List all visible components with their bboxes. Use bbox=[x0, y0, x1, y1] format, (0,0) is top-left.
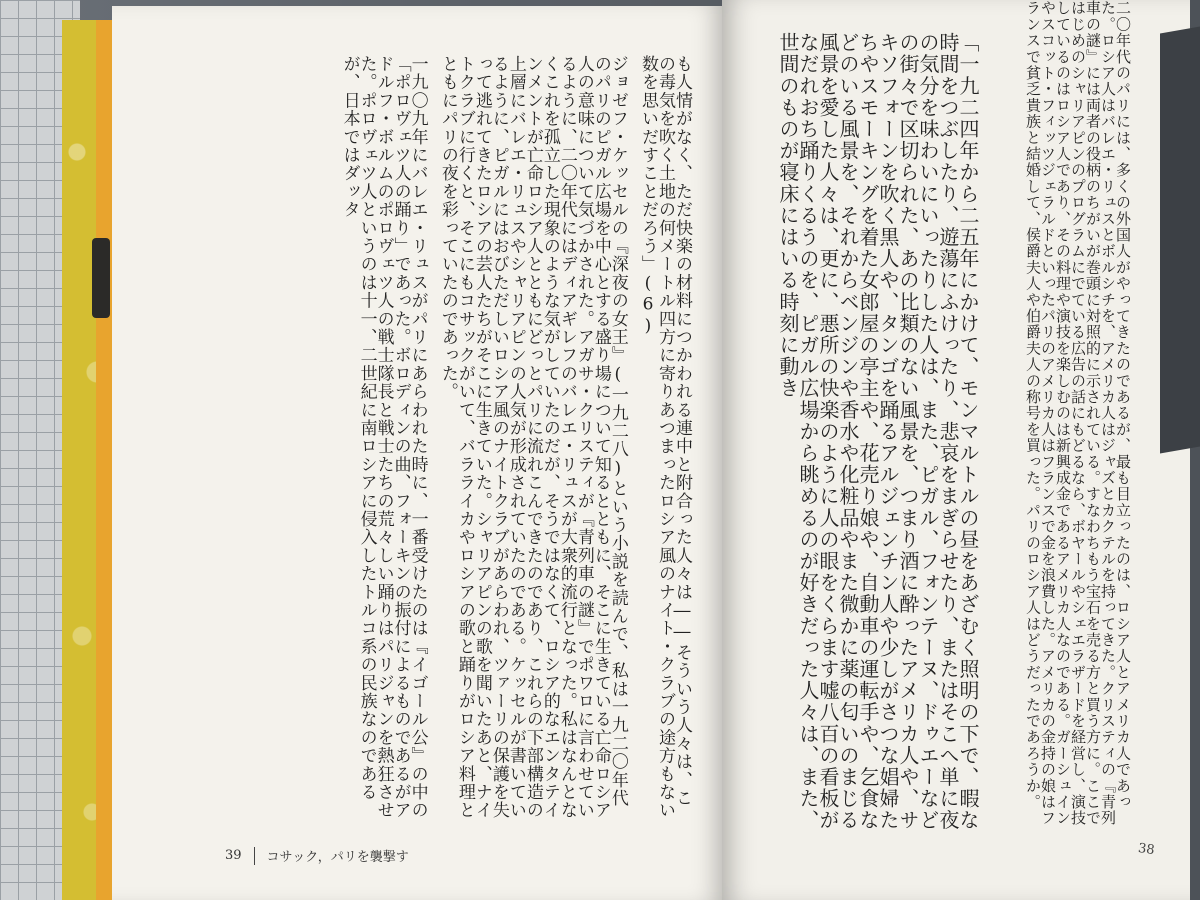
right-page-small-text bbox=[980, 0, 1130, 840]
right-page-shadow bbox=[1160, 26, 1200, 453]
left-page-footer bbox=[225, 846, 409, 865]
left-paragraph: も人情がなく、ただ快楽の材料につかわれる連中と附合った人々は――そういう人々は、この毒気を吹く土地の何メートル四方に寄りあつまったロシア風のナイト・クラブの途方もない数を思いだすことだろう」(6) bbox=[638, 55, 692, 820]
bookmark-tab bbox=[92, 238, 110, 318]
left-paragraph: 一九〇九年にバレエ・リュスがパリにあらわれた時に、一番受けたのは『イゴール公』の中の「ポロヴェツ人の踊り」であった。ボロディンの曲、フォーキンの振付によるものであるがアドルフ・ボルムのポロヴェツ人の戦士隊長と戦士たちの荒々しい踊りはパリジャンを熱狂させた。ポロヴェツ人というのは十一、二世紀に南ロシアに侵入したトルコ系の民族なのであるが、日本ではダッタ bbox=[339, 55, 428, 820]
right-big-paragraph: 「一九二四年から二五年にかけて、モンマルトルの昼をあざむく照明の下で、暇な時間をつぶしたり、遊蕩にふけったり、悲哀をまぎらせたり、またはそこへ単に夜の気分を味わいにいったりした人は、また、ピガル、フォンテーヌ、ドゥエーなどの街々で区切られた、あの比類のない風景を、つまり酒に酔ったアメリカ人や、サキソフォーンを吹く黒人や、タンゴを踊るアルジェンチン人や少しがさつな娼婦たちやスモーキングを着た女郎屋の亭主や、花売り娘や、自動車の運転手や、乞食などのいる風景を、それからベンジンや香水や化粧品やまた微かに薬の匂いのまじる風景を愛した人々は、更に、悪所の快楽のように人の眼をくらます嘘八百の看板がなだれおち踊りくるうのを、ピガル広場から眺めるのが好きだった人々は、また、世間のものが寝床にはいる時刻に動き bbox=[776, 32, 980, 832]
running-title: コサック，パリを襲撃す bbox=[266, 850, 409, 865]
footer-divider bbox=[254, 847, 255, 865]
right-page-number: 38 bbox=[1137, 840, 1156, 859]
left-paragraph: ジョゼフ・ケッセルの『深夜の女王』(一九二八)という小説を読んで、私は一九二〇年代のパリのピガル広場を中心とする盛り場について知るとともに、そこに生きている亡命ロシア人の意味について気づかされた。アガサ・クリスティが『青列車の謎』でポワロに言わせているように、二〇年代にはディアギレフのバレエ・リュスが大衆的流行となった。私はなんとなくこれを孤立した現象のような気がしていたのだが、そうではなくて、ロシア的なエンタテインメントが亡命ロシア人とともにどっとパリに流れこんできたのであり、これらの下部構造の上層にバレエ・リュスやシャリアピンの人気が形成されていたのである。ケッセルが書いているように、ピガルにはおびただしいロシア風のナイトクラブがあらわれ、ツァーリの保護を失って逃れてきたロシアの芸人たちがそこに生きていた。シャリアピンの歌を聞いたあと、ナイトクラブに行くと、そこにもコサックがいて、バラライカやロシアの歌と踊りがロシア料理とともにパリの夜を彩っていたのであった。 bbox=[437, 55, 628, 820]
right-small-paragraph: 二〇年代のパリには、多くの外国人がやってきたのであるが、最も目立ったのは、ロシア人とアメリカ人であった。ロシア人はバレエ・リュスとボルシチを、アメリカ人はジャズとカクテルを持ってきた。クリスティの『青列車の謎』には両者の役柄のちがいが巻頭に対照的に示されている。すなわちもう宝石を売る方と買う方に。ここではじめのシャリアピンのプログラムにでている広告の話にもどるなら、ボヤールやシェエラザードを経営し、演技しているのはロシア人であり、その料理や演技を楽しむのは新興成金であるアメリカ人なのである。ガーシュインやスコット・フィッツジェラルドといったパリのアメリカ人はフランスで金を浪費した。アメリカの金持の娘はフランスで貧乏貴族と結婚して、侯爵夫人や伯爵夫人の称号を買った。パリのロシア人はどうだったであろうか。 bbox=[1024, 0, 1132, 827]
cover-edge bbox=[96, 20, 112, 900]
right-page-quote bbox=[768, 32, 978, 850]
left-page-number: 39 bbox=[225, 848, 242, 863]
left-page-body bbox=[200, 55, 690, 825]
